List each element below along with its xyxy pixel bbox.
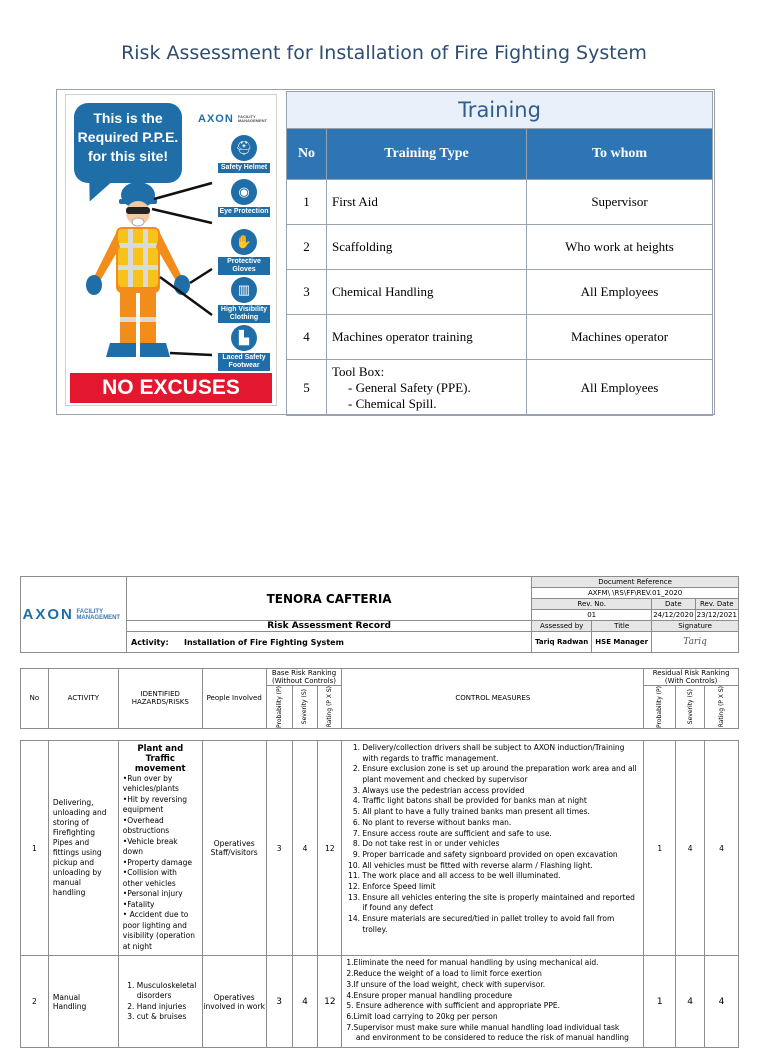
row-probability: 3 [266,956,292,1048]
training-row [287,180,713,225]
row-res-severity: 4 [676,740,705,956]
row-severity: 4 [292,956,318,1048]
doc-ref-value: AXFM\ \RS\FF\REV.01_2020 [532,588,739,599]
hazard-item: •Collision with other vehicles [122,868,177,888]
rev-date-value: 23/12/2021 [696,611,737,619]
row-res-probability: 1 [644,740,676,956]
activity-row [127,632,532,653]
training-whom: Machines operator [527,315,713,360]
page-title: Risk Assessment for Installation of Fire Fighting System [121,42,647,64]
ppe-item-label: High Visibility Clothing [218,305,270,323]
ppe-item-gloves [218,229,270,275]
row-people: Operatives Staff/visitors [202,740,266,956]
ppe-item-helmet [218,135,270,173]
control-item: 6.Limit load carrying to 20kg per person [346,1011,498,1021]
doc-ref-label: Document Reference [532,577,739,588]
row-res-rating: 4 [705,740,739,956]
col-base-ranking: Base Risk Ranking (Without Controls) [266,669,342,686]
control-item: 14. Ensure materials are secured/tied in pallet trolley to avoid fall from trolley. [362,914,639,935]
poster-logo-sub: FACILITY MANAGEMENT [237,114,267,124]
title-value: HSE Manager [592,632,652,653]
control-item: and environment to be considered to reduce the risk of manual handling [346,1033,629,1043]
no-excuses-banner: NO EXCUSES [70,373,272,403]
training-no: 4 [287,315,327,360]
row-activity: Delivering, unloading and storing of Firefighting Pipes and fittings using pickup and unloading by manual handling [48,740,118,956]
row-severity: 4 [292,740,318,956]
control-item: 4.Ensure proper manual handling procedure [346,990,513,1000]
training-whom: Supervisor [527,180,713,225]
control-item: 11. The work place and all access to be well illuminated. [362,871,639,882]
worker-figure [72,177,212,367]
signature-image: Tariq [683,637,707,647]
control-item: 7.Supervisor must make sure while manual handling load individual task [346,1022,620,1032]
col-probability: Probability (P) [275,686,283,728]
ppe-item-footwear [218,325,270,371]
hazard-item: • Accident due to poor lighting and visibility (operation at night [122,910,195,951]
control-item: 10. All vehicles must be fitted with reverse alarm / Flashing light. [362,861,639,872]
control-item: 6. No plant to reverse without banks man. [362,818,639,829]
hazard-item: •Overhead obstructions [122,815,170,836]
rev-no-value: 01 [532,610,652,621]
control-item: 3.If unsure of the load weight, check with supervisor. [346,979,546,989]
training-type: Scaffolding [327,225,527,270]
toolbox-title: Tool Box: [332,363,385,379]
training-table [286,91,713,416]
control-item: 7. Ensure access route are sufficient and safe to use. [362,829,639,840]
row-res-probability: 1 [644,956,676,1048]
control-item: 5. All plant to have a fully trained banks man present all times. [362,807,639,818]
col-res-rating: Rating (P X S) [718,686,726,728]
date-value: 24/12/2020 [653,611,694,619]
rev-date-label: Rev. Date [695,599,738,610]
signature-value [652,632,739,653]
activity-value: Installation of Fire Fighting System [183,637,344,647]
hazard-item: •Run over by vehicles/plants [122,773,179,794]
col-no: No [21,669,49,729]
hazard-item: 1. Musculoskeletal disorders [137,981,198,1002]
helmet-icon: ⛑ [231,135,257,161]
col-control: CONTROL MEASURES [342,669,644,729]
training-row [287,270,713,315]
date-label: Date [652,599,695,610]
training-no: 3 [287,270,327,315]
training-type: First Aid [327,180,527,225]
title-label: Title [592,621,652,632]
training-row [287,315,713,360]
control-item: 12. Enforce Speed limit [362,882,639,893]
ppe-speech-bubble: This is the Required P.P.E. for this site! [74,103,182,183]
training-row-toolbox [287,360,713,416]
row-probability: 3 [266,740,292,956]
hazard-title: Plant and Traffic movement [134,743,186,774]
axon-logo [21,577,127,653]
row-no: 2 [21,956,49,1048]
ppe-item-label: Safety Helmet [218,163,270,173]
hazard-item: •Vehicle break down [122,836,178,857]
hazard-item: •Personal injury [122,889,183,899]
training-no: 2 [287,225,327,270]
control-item: 2. Ensure exclusion zone is set up around the preparation work area and all plant movement and checked by supervisor [362,764,639,785]
row-hazards [118,740,202,956]
vest-icon: ▥ [231,277,257,303]
risk-record-header [20,576,739,653]
col-training-type: Training Type [327,129,527,180]
col-no: No [287,129,327,180]
risk-table [20,668,739,1048]
col-rating: Rating (P X S) [326,686,334,728]
axon-logo-sub: FACILITY MANAGEMENT [76,609,121,622]
assessed-by-label: Assessed by [532,621,592,632]
training-no: 5 [287,360,327,416]
training-type: Machines operator training [327,315,527,360]
training-whom: Who work at heights [527,225,713,270]
hazard-item: 2. Hand injuries [137,1002,198,1013]
col-severity: Severity (S) [301,689,309,725]
control-item: 2.Reduce the weight of a load to limit force exertion [346,969,542,979]
col-hazards: IDENTIFIED HAZARDS/RISKS [118,669,202,729]
col-residual-ranking: Residual Risk Ranking (With Controls) [644,669,739,686]
control-item: 13. Ensure all vehicles entering the site is properly maintained and reported if found any defect [362,893,639,914]
poster-logo-text: AXON [198,113,234,125]
hazard-item: 3. cut & bruises [137,1012,198,1023]
control-item: 8. Do not take rest in or under vehicles [362,839,639,850]
training-whom: All Employees [527,270,713,315]
control-item: 1. Delivery/collection drivers shall be subject to AXON induction/Training with regards to traffic management. [362,743,639,764]
hazard-item: •Fatality [122,899,155,909]
axon-logo-text: AXON [22,606,74,623]
training-type: Chemical Handling [327,270,527,315]
hazard-item: •Property damage [122,857,192,867]
control-item: 5. Ensure adherence with sufficient and appropriate PPE. [346,1001,560,1011]
training-no: 1 [287,180,327,225]
boot-icon: ▙ [231,325,257,351]
training-row [287,225,713,270]
assessed-by-value: Tariq Radwan [532,632,592,653]
training-type-toolbox [327,360,527,416]
table-row [21,740,739,956]
row-hazards [118,956,202,1048]
row-no: 1 [21,740,49,956]
activity-label: Activity: [131,637,169,647]
control-item: 9. Proper barricade and safety signboard provided on open excavation [362,850,639,861]
training-title: Training [287,92,713,129]
risk-header-row-1 [21,669,739,686]
company-name: TENORA CAFTERIA [127,577,532,621]
glove-icon: ✋ [231,229,257,255]
ppe-item-eye [218,179,270,217]
row-rating: 12 [318,740,342,956]
toolbox-item: - Chemical Spill. [348,395,437,411]
goggles-icon: ◉ [231,179,257,205]
col-res-severity: Severity (S) [686,689,694,725]
col-people: People Involved [202,669,266,729]
signature-label: Signature [652,621,739,632]
col-to-whom: To whom [527,129,713,180]
col-res-probability: Probability (P) [656,686,664,728]
control-item: 1.Eliminate the need for manual handling by using mechanical aid. [346,958,599,968]
training-whom: All Employees [527,360,713,416]
toolbox-item: - General Safety (PPE). [348,379,471,395]
ppe-item-label: Protective Gloves [218,257,270,275]
ppe-item-label: Eye Protection [219,208,269,215]
control-item: 4. Traffic light batons shall be provided for banks man at night [362,796,639,807]
row-rating: 12 [318,956,342,1048]
ppe-item-label: Laced Safety Footwear [218,353,270,371]
row-activity: Manual Handling [48,956,118,1048]
row-res-rating: 4 [705,956,739,1048]
row-people: Operatives involved in work [202,956,266,1048]
table-row [21,956,739,1048]
row-res-severity: 4 [676,956,705,1048]
row-controls [342,740,644,956]
control-item: 3. Always use the pedestrian access provided [362,786,639,797]
ppe-poster [66,95,276,405]
hazard-item: •Hit by reversing equipment [122,794,187,815]
col-activity: ACTIVITY [48,669,118,729]
record-title: Risk Assessment Record [127,621,532,632]
poster-logo [198,113,267,125]
training-header-row [287,129,713,180]
ppe-item-clothing [218,277,270,323]
row-controls [342,956,644,1048]
rev-no-label: Rev. No. [532,599,652,610]
